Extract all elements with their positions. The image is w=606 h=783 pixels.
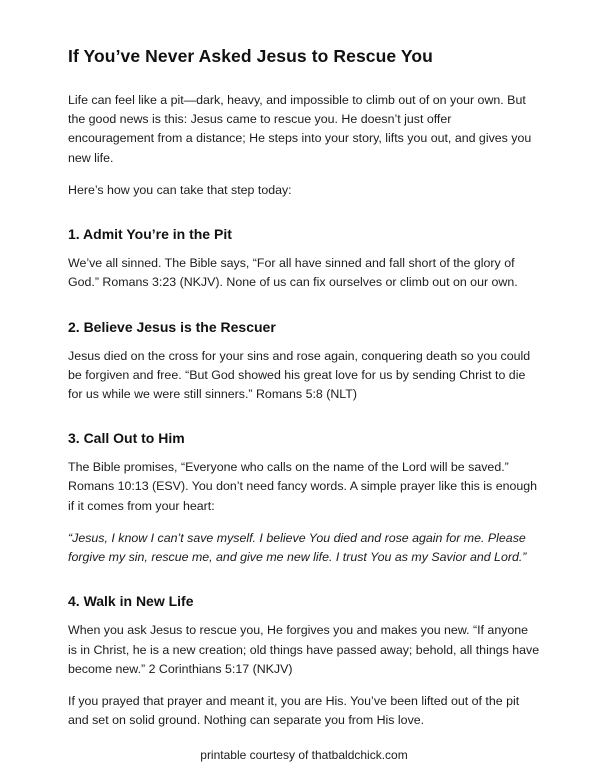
section-3-heading: 3. Call Out to Him bbox=[68, 430, 185, 447]
section-1-paragraph-1: We’ve all sinned. The Bible says, “For all have sinned and fall short of the glory of God.” Romans 3:23 (NKJV). None of us can fix ourselves or climb out on our own. bbox=[68, 256, 518, 290]
section-admit-pit bbox=[68, 213, 540, 305]
section-believe-rescuer bbox=[68, 306, 540, 418]
section-4-heading: 4. Walk in New Life bbox=[68, 593, 194, 610]
intro-paragraph: Life can feel like a pit—dark, heavy, and impossible to climb out of on your own. But the good news is this: Jesus came to rescue you. He doesn’t just offer encouragement from a distance; He steps into your story, lifts you out, and gives you new life. bbox=[68, 93, 532, 165]
section-3-paragraph-1: The Bible promises, “Everyone who calls on the name of the Lord will be saved.” Romans 10:13 (ESV). You don’t need fancy words. A simple prayer like this is enough if it comes from your heart: bbox=[68, 460, 538, 513]
section-2-paragraph-1: Jesus died on the cross for your sins and rose again, conquering death so you could be forgiven and free. “But God showed his great love for us by sending Christ to die for us while we were still sinners.” Romans 5:8 (NLT) bbox=[68, 348, 531, 401]
prayer-paragraph: “Jesus, I know I can’t save myself. I believe You died and rose again for me. Please forgive my sin, rescue me, and give me new life. I trust You as my Savior and Lord.” bbox=[68, 530, 527, 565]
document-title: If You’ve Never Asked Jesus to Rescue You bbox=[68, 46, 433, 66]
lead-in-paragraph: Here’s how you can take that step today: bbox=[68, 182, 292, 197]
page-footer bbox=[68, 746, 540, 769]
section-4-paragraph-1: When you ask Jesus to rescue you, He forgives you and makes you new. “If anyone is in Christ, he is a new creation; old things have passed away; behold, all things have become new.” 2 Corinthians 5:17 (NKJV) bbox=[68, 623, 540, 676]
section-2-heading: 2. Believe Jesus is the Rescuer bbox=[68, 318, 276, 335]
footer-credit: printable courtesy of thatbaldchick.com bbox=[200, 748, 408, 763]
section-1-heading: 1. Admit You’re in the Pit bbox=[68, 226, 232, 243]
section-walk-new-life bbox=[68, 580, 540, 743]
section-call-out bbox=[68, 417, 540, 580]
section-4-paragraph-2: If you prayed that prayer and meant it, you are His. You’ve been lifted out of the pit and set on solid ground. Nothing can separate you from His love. bbox=[68, 693, 520, 728]
